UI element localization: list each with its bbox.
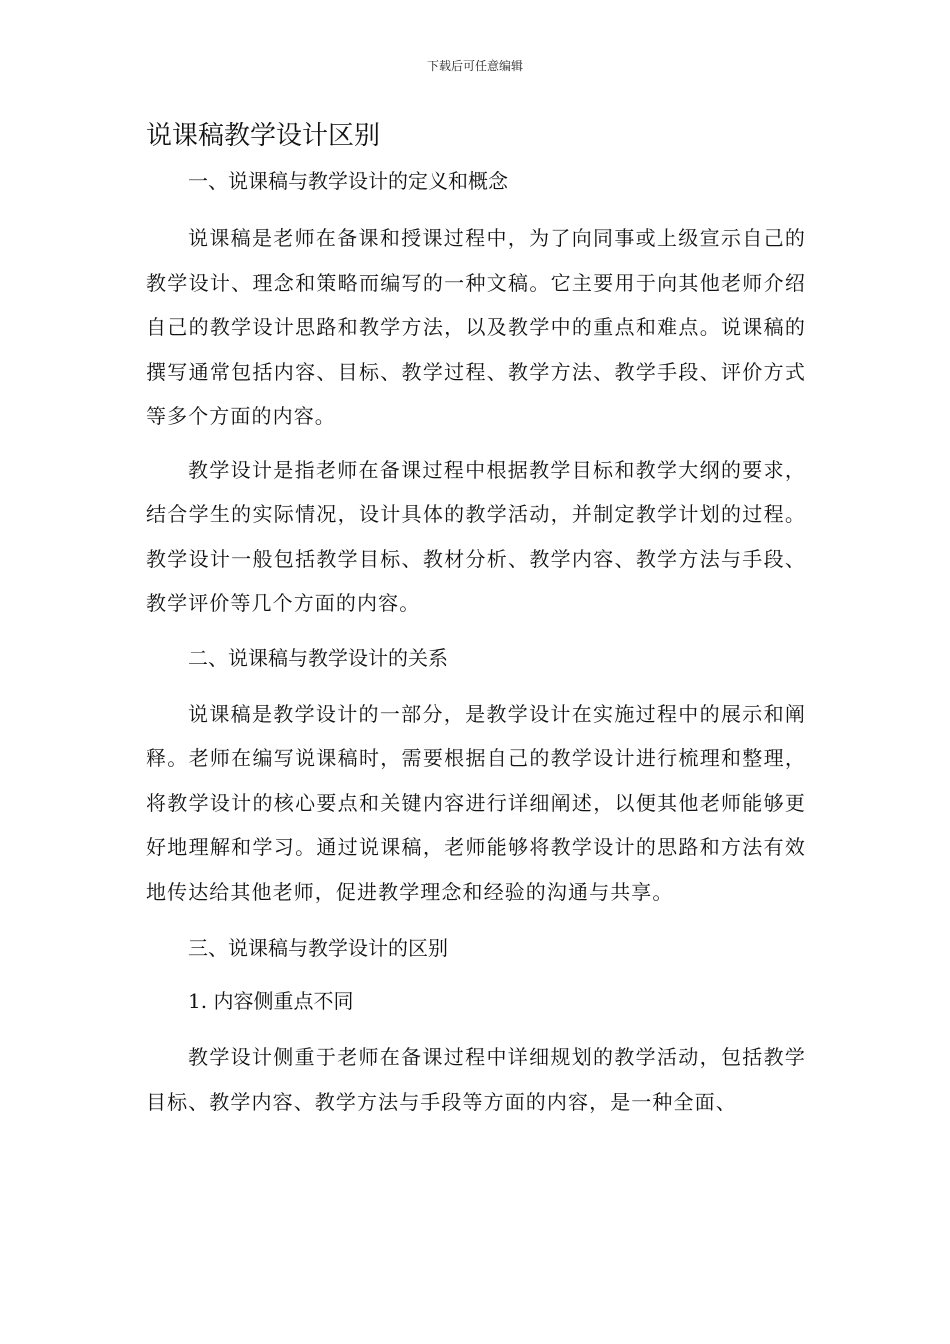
paragraph-1: 说课稿是老师在备课和授课过程中，为了向同事或上级宣示自己的教学设计、理念和策略而编写的一种文稿。它主要用于向其他老师介绍自己的教学设计思路和教学方法，以及教学中的重点和难点。说课稿的撰写通常包括内容、目标、教学过程、教学方法、教学手段、评价方式等多个方面的内容。 <box>146 226 806 428</box>
subsection-heading-1: 1. 内容侧重点不同 <box>188 989 354 1013</box>
section-heading-1: 一、说课稿与教学设计的定义和概念 <box>188 169 508 193</box>
section-heading-3: 三、说课稿与教学设计的区别 <box>188 936 448 960</box>
paragraph-4: 教学设计侧重于老师在备课过程中详细规划的教学活动，包括教学目标、教学内容、教学方法与手段等方面的内容，是一种全面、 <box>146 1045 806 1114</box>
paragraph-2: 教学设计是指老师在备课过程中根据教学目标和教学大纲的要求，结合学生的实际情况，设计具体的教学活动，并制定教学计划的过程。教学设计一般包括教学目标、教材分析、教学内容、教学方法与手段、教学评价等几个方面的内容。 <box>146 457 806 615</box>
section-heading-2: 二、说课稿与教学设计的关系 <box>188 645 448 670</box>
document-body <box>146 114 806 1124</box>
header-note: 下载后可任意编辑 <box>426 59 523 73</box>
document-title: 说课稿教学设计区别 <box>146 121 381 151</box>
paragraph-3: 说课稿是教学设计的一部分，是教学设计在实施过程中的展示和阐释。老师在编写说课稿时，需要根据自己的教学设计进行梳理和整理，将教学设计的核心要点和关键内容进行详细阐述，以便其他老师能够更好地理解和学习。通过说课稿，老师能够将教学设计的思路和方法有效地传达给其他老师，促进教学理念和经验的沟通与共享。 <box>146 701 806 904</box>
